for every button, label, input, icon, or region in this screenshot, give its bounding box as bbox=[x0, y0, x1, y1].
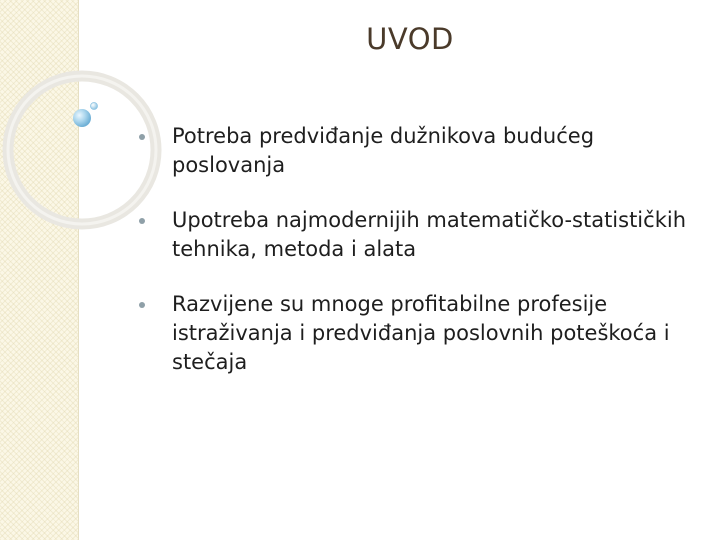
bullet-text: Razvijene su mnoge profitabilne profesije istraživanja i predviđanja poslovnih poteškoća i stečaja bbox=[172, 292, 670, 374]
bullet-text: Potreba predviđanje dužnikova budućeg poslovanja bbox=[172, 124, 595, 177]
bubble-small-icon bbox=[91, 103, 98, 110]
bullet-item bbox=[130, 206, 690, 264]
bullet-list bbox=[130, 122, 690, 377]
bullet-text: Upotreba najmodernijih matematičko-statističkih tehnika, metoda i alata bbox=[172, 208, 686, 261]
bullet-dot-icon bbox=[139, 302, 145, 308]
slide-title: UVOD bbox=[366, 22, 454, 56]
bullet-dot-icon bbox=[139, 218, 145, 224]
bullet-item bbox=[130, 290, 690, 377]
bullet-dot-icon bbox=[139, 134, 145, 140]
bubble-large-icon bbox=[73, 109, 91, 127]
bullet-item bbox=[130, 122, 690, 180]
